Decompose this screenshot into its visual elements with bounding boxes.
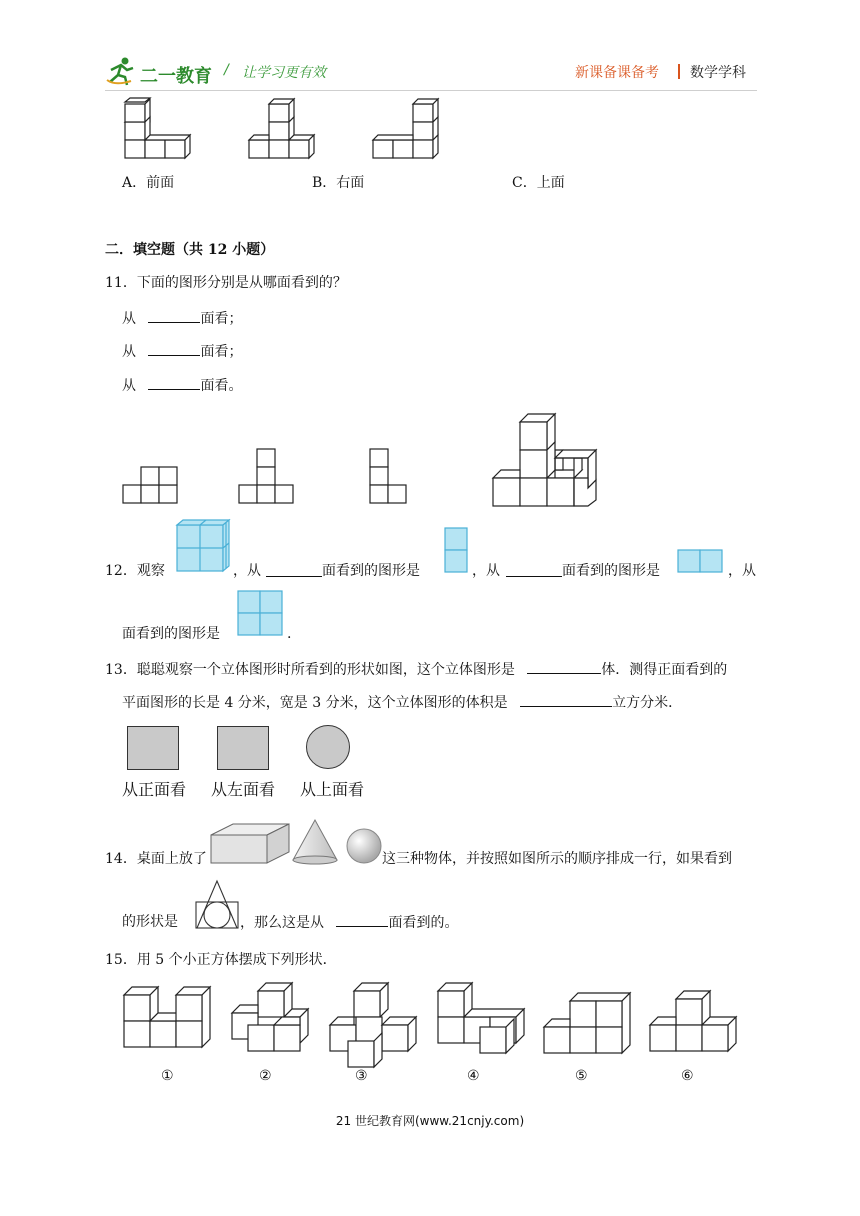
q15-label-1: ① (161, 1068, 174, 1084)
q11-line-3-suffix: 面看。 (200, 378, 243, 394)
q12-part2: 面看到的图形是 (322, 563, 420, 579)
q12-blank-1[interactable] (266, 576, 322, 577)
header-right-part1: 新课备课备考 (575, 65, 659, 81)
q11-line-1-prefix: 从 (122, 311, 136, 327)
header-rule (105, 90, 757, 91)
q11-line-2-prefix: 从 (122, 344, 136, 360)
q13-line2-b: 立方分米． (612, 695, 683, 711)
section-title: 二．填空题（共 12 小题） (105, 242, 275, 258)
header-slogan: 让学习更有效 (242, 65, 326, 81)
q13-line2-a: 平面图形的长是 4 分米，宽是 3 分米，这个立体图形的体积是 (122, 695, 508, 711)
q15-stem: 15．用 5 个小正方体摆成下列形状． (105, 952, 337, 968)
q12-cube-icon (175, 519, 231, 575)
q13-front-view (127, 726, 179, 770)
q13-line1 (105, 659, 727, 680)
q13-label-left: 从左面看 (211, 780, 276, 799)
q13-blank-1[interactable] (527, 659, 601, 674)
q11-view-3 (369, 448, 429, 508)
q10-option-a: A．前面 (122, 175, 175, 191)
q13-left-view (217, 726, 269, 770)
footer: 21 世纪教育网(www.21cnjy.com) (335, 1114, 525, 1128)
header-slogan-sep: / (224, 62, 229, 78)
q12-part4: 面看到的图形是 (562, 563, 660, 579)
q13-top-view (306, 725, 350, 769)
q15-label-4: ④ (467, 1068, 480, 1084)
q13-label-top: 从上面看 (300, 780, 365, 799)
q14-line1-b: 这三种物体，并按照如图所示的顺序排成一行，如果看到 (382, 851, 732, 867)
q12-blank-2[interactable] (506, 576, 562, 577)
q12-line2-end: . (287, 626, 292, 642)
q15-label-6: ⑥ (681, 1068, 694, 1084)
q15-label-2: ② (259, 1068, 272, 1084)
header-divider (678, 64, 680, 79)
q14-view-icon (195, 880, 239, 930)
q12-view-wide (677, 549, 725, 575)
q11-line-2 (122, 341, 242, 362)
q12-part5: ，从 (728, 563, 756, 579)
q13-line1-b: 体．测得正面看到的 (601, 662, 728, 678)
q10-option-c: C．上面 (512, 175, 565, 191)
header (0, 0, 860, 95)
q15-label-5: ⑤ (575, 1068, 588, 1084)
q12-view-tall (444, 527, 470, 575)
q13-label-front: 从正面看 (122, 780, 187, 799)
q11-view-1 (122, 466, 182, 506)
q11-line-3-prefix: 从 (122, 378, 136, 394)
q13-line1-a: 13．聪聪观察一个立体图形时所看到的形状如图，这个立体图形是 (105, 662, 515, 678)
q11-blank-2[interactable] (148, 341, 200, 356)
q12-prefix: 12．观察 (105, 563, 165, 579)
q14-line2-b-text: ，那么这是从 (240, 915, 324, 931)
q14-line2-b (240, 912, 458, 933)
q11-solid (492, 410, 602, 508)
q10-figure-c (371, 102, 451, 162)
q11-view-2 (238, 448, 298, 508)
q11-line-1-suffix: 面看； (200, 311, 243, 327)
q10-figure-a (125, 102, 205, 162)
q15-label-3: ③ (355, 1068, 368, 1084)
logo-runner-icon (105, 56, 135, 86)
q11-line-1 (122, 308, 242, 329)
q14-line2-a: 的形状是 (122, 914, 178, 930)
logo-text: 二一教育 (140, 66, 212, 87)
q12-part3: ，从 (472, 563, 500, 579)
q15-shapes (122, 983, 738, 1087)
q10-option-b: B．右面 (312, 175, 365, 191)
q11-blank-1[interactable] (148, 308, 200, 323)
q12-line2: 面看到的图形是 (122, 626, 220, 642)
header-right-part2: 数学学科 (690, 65, 746, 81)
q14-objects-image (209, 818, 383, 866)
q11-stem: 11．下面的图形分别是从哪面看到的？ (105, 275, 347, 291)
q14-blank[interactable] (336, 912, 388, 927)
q12-part1: ，从 (233, 563, 261, 579)
q13-blank-2[interactable] (520, 692, 612, 707)
q11-line-3 (122, 375, 242, 396)
q14-line2-c: 面看到的。 (388, 915, 459, 931)
q10-figure-b (248, 102, 328, 162)
q11-line-2-suffix: 面看； (200, 344, 243, 360)
q11-blank-3[interactable] (148, 375, 200, 390)
q13-line2 (122, 692, 682, 713)
q12-view-square (237, 590, 285, 638)
q14-line1-a: 14．桌面上放了 (105, 851, 207, 867)
